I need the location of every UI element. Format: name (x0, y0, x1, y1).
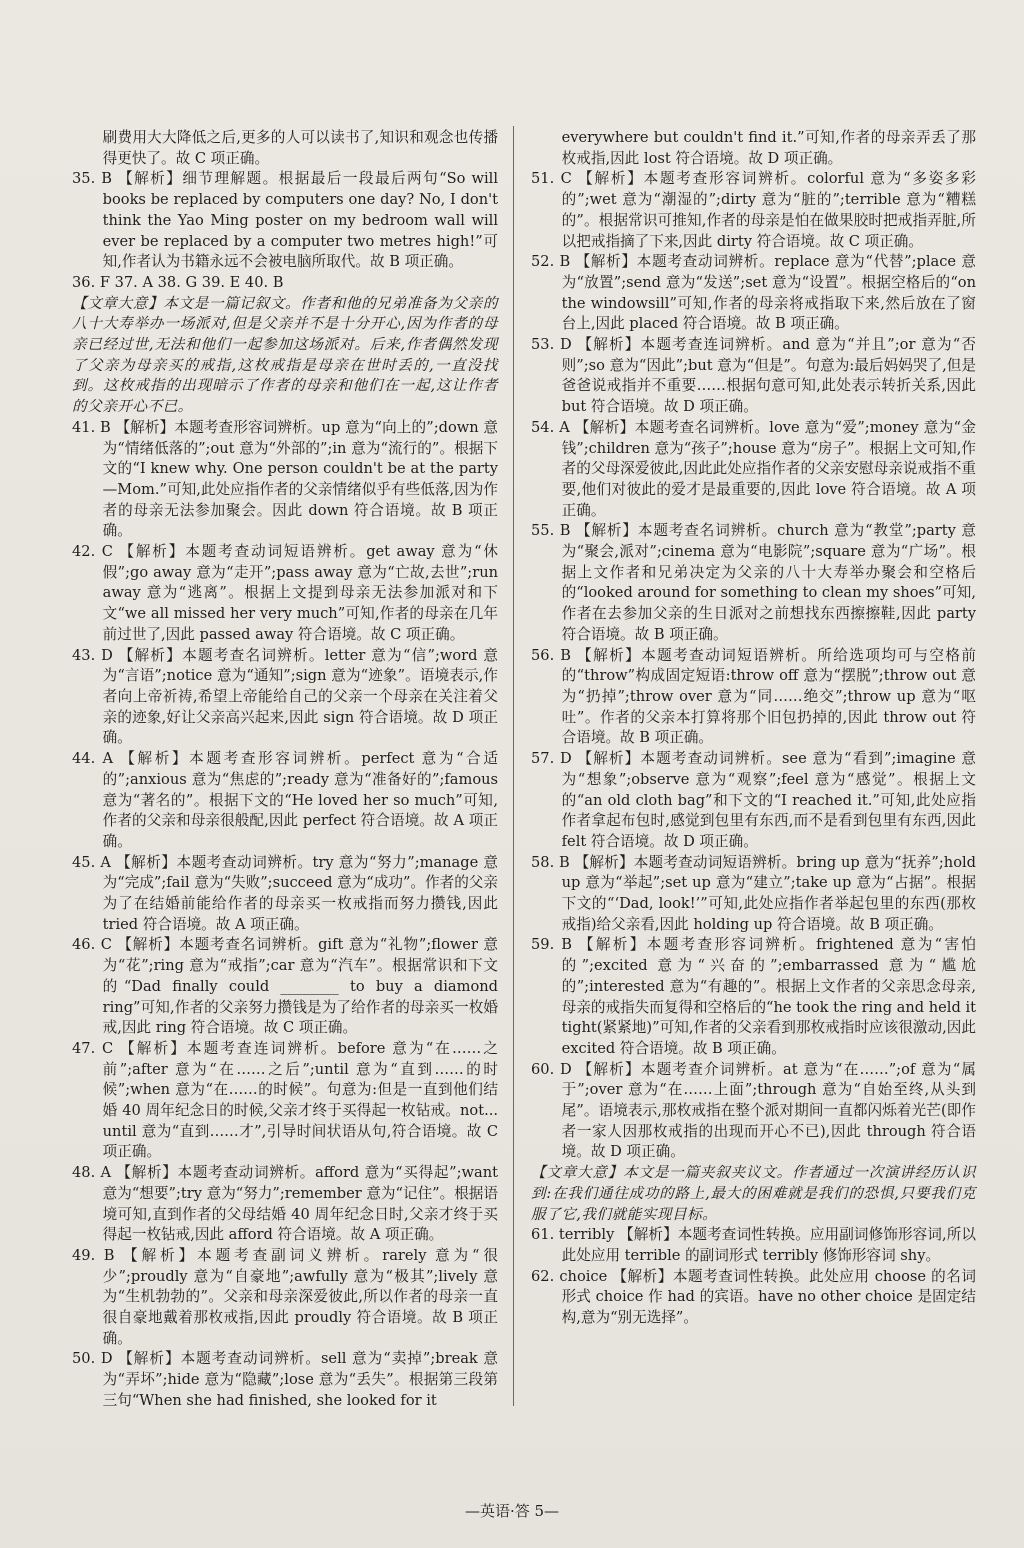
right-summary-paragraph: 【文章大意】本文是一篇夹叙夹议文。作者通过一次演讲经历认识到:在我们通往成功的路上,最大的困难就是我们的恐惧,只要我们克服了它,我们就能实现目标。 (531, 1164, 976, 1223)
right-answer-paragraph: 60. D 【解析】本题考查介词辨析。at 意为“在……”;of 意为“属于”;over 意为“在……上面”;through 意为“自始至终,从头到尾”。语境表示,那枚戒指在整个派对期间一直都闪烁着光芒(即作者一家人因那枚戒指的出现而开心不已),因此 through 符合语境。故 D 项正确。 (531, 1060, 976, 1161)
left-answer-paragraph: 49. B 【解析】本题考查副词义辨析。rarely 意为“很少”;proudly 意为“自豪地”;awfully 意为“极其”;lively 意为“生机勃勃的”。父亲和母亲深爱彼此,所以作者的母亲一直很自豪地戴着那枚戒指,因此 proudly 符合语境。故 B 项正确。 (72, 1246, 498, 1347)
left-answer-paragraph: 48. A 【解析】本题考查动词辨析。afford 意为“买得起”;want 意为“想要”;try 意为“努力”;remember 意为“记住”。根据语境可知,直到作者的父母结婚 40 周年纪念日时,父亲才终于买得起一枚钻戒,因此 afford 符合语境。故 A 项正确。 (72, 1164, 499, 1244)
left-summary-paragraph: 【文章大意】本文是一篇记叙文。作者和他的兄弟准备为父亲的八十大寿举办一场派对,但是父亲并不是十分开心,因为作者的母亲已经过世,无法和他们一起参加这场派对。后来,作者偶然发现了父亲为母亲买的戒指,这枚戒指是母亲在世时丢的,一直没找到。这枚戒指的出现暗示了作者的母亲和他们在一起,这让作者的父亲开心不已。 (72, 294, 498, 416)
right-answer-paragraph: 54. A 【解析】本题考查名词辨析。love 意为“爱”;money 意为“金钱”;children 意为“孩子”;house 意为“房子”。根据上文可知,作者的父母深爱彼此,因此此处应指作者的父亲安慰母亲说戒指不重要,他们对彼此的爱才是最重要的,因此 love 符合语境。故 A 项正确。 (531, 418, 976, 519)
right-answer-paragraph: 53. D 【解析】本题考查连词辨析。and 意为“并且”;or 意为“否则”;so 意为“因此”;but 意为“但是”。句意为:最后妈妈哭了,但是爸爸说戒指并不重要……根据句意可知,此处表示转折关系,因此 but 符合语境。故 D 项正确。 (531, 336, 976, 416)
left-answer-paragraph: 35. B 【解析】细节理解题。根据最后一段最后两句“So will books be replaced by computers one day? No, I don't think the Yao Ming poster on my bedroom wall will ever be replaced by a computer two metres high!”可知,作者认为书籍永远不会被电脑所取代。故 B 项正确。 (72, 170, 498, 271)
right-answer-paragraph: 57. D 【解析】本题考查动词辨析。see 意为“看到”;imagine 意为“想象”;observe 意为“观察”;feel 意为“感觉”。根据上文的“an old cloth bag”和下文的“I reached it.”可知,此处应指作者拿起布包时,感觉到包里有东西,而不是看到包里有东西,因此 felt 符合语境。故 D 项正确。 (531, 750, 976, 850)
left-answer-paragraph: 47. C 【解析】本题考查连词辨析。before 意为“在……之前”;after 意为“在……之后”;until 意为“直到……的时候”;when 意为“在……的时候”。句意为:但是一直到他们结婚 40 周年纪念日的时候,父亲才终于买得起一枚钻戒。not... until 意为“直到……才”,引导时间状语从句,符合语境。故 C 项正确。 (72, 1039, 498, 1161)
right-answer-paragraph: everywhere but couldn't find it.”可知,作者的母亲弄丢了那枚戒指,因此 lost 符合语境。故 D 项正确。 (561, 129, 976, 167)
right-column (531, 128, 976, 1329)
right-answer-paragraph: 52. B 【解析】本题考查动词辨析。replace 意为“代替”;place 意为“放置”;send 意为“发送”;set 意为“设置”。根据空格后的“on the windowsill”可知,作者的母亲将戒指取下来,然后放在了窗台上,因此 placed 符合语境。故 B 项正确。 (531, 253, 976, 333)
left-answer-paragraph: 46. C 【解析】本题考查名词辨析。gift 意为“礼物”;flower 意为“花”;ring 意为“戒指”;car 意为“汽车”。根据常识和下文的“Dad finally could ________ to buy a diamond ring”可知,作者的父亲努力攒钱是为了给作者的母亲买一枚婚戒,因此 ring 符合语境。故 C 项正确。 (72, 936, 498, 1037)
left-answer-paragraph: 41. B 【解析】本题考查形容词辨析。up 意为“向上的”;down 意为“情绪低落的”;out 意为“外部的”;in 意为“流行的”。根据下文的“I knew why. One person couldn't be at the party—Mom.”可知,此处应指作者的父亲情绪似乎有些低落,因为作者的母亲无法参加聚会。因此 down 符合语境。故 B 项正确。 (72, 418, 498, 540)
left-answer-paragraph: 刷费用大大降低之后,更多的人可以读书了,知识和观念也传播得更快了。故 C 项正确。 (102, 129, 498, 167)
column-divider (513, 126, 514, 1406)
left-column (72, 128, 498, 1412)
left-answer-paragraph: 36. F 37. A 38. G 39. E 40. B (72, 273, 284, 291)
right-answer-paragraph: 51. C 【解析】本题考查形容词辨析。colorful 意为“多姿多彩的”;wet 意为“潮湿的”;dirty 意为“脏的”;terrible 意为“糟糕的”。根据常识可推知,作者的母亲是怕在做果胶时把戒指弄脏,所以把戒指摘了下来,因此 dirty 符合语境。故 C 项正确。 (531, 170, 976, 250)
right-answer-paragraph: 58. B 【解析】本题考查动词短语辨析。bring up 意为“抚养”;hold up 意为“举起”;set up 意为“建立”;take up 意为“占据”。根据下文的“‘Dad, look!’”可知,此处应指作者举起包里的东西(那枚戒指)给父亲看,因此 holding up 符合语境。故 B 项正确。 (531, 853, 976, 933)
right-answer-paragraph: 61. terribly 【解析】本题考查词性转换。应用副词修饰形容词,所以此处应用 terrible 的副词形式 terribly 修饰形容词 shy。 (531, 1226, 976, 1264)
right-answer-paragraph: 62. choice 【解析】本题考查词性转换。此处应用 choose 的名词形式 choice 作 had 的宾语。have no other choice 是固定结构,意为“别无选择”。 (531, 1267, 976, 1327)
left-answer-paragraph: 43. D 【解析】本题考查名词辨析。letter 意为“信”;word 意为“言语”;notice 意为“通知”;sign 意为“迹象”。语境表示,作者向上帝祈祷,希望上帝能给自己的父亲一个母亲在关注着父亲的迹象,好让父亲高兴起来,因此 sign 符合语境。故 D 项正确。 (72, 646, 498, 747)
left-answer-paragraph: 44. A 【解析】本题考查形容词辨析。perfect 意为“合适的”;anxious 意为“焦虑的”;ready 意为“准备好的”;famous 意为“著名的”。根据下文的“He loved her so much”可知,作者的父亲和母亲很般配,因此 perfect 符合语境。故 A 项正确。 (72, 750, 498, 850)
right-answer-paragraph: 55. B 【解析】本题考查名词辨析。church 意为“教堂”;party 意为“聚会,派对”;cinema 意为“电影院”;square 意为“广场”。根据上文作者和兄弟决定为父亲的八十大寿举办聚会和空格后的“looked around for something to clean my shoes”可知,作者在去参加父亲的生日派对之前想找东西擦擦鞋,因此 party 符合语境。故 B 项正确。 (531, 522, 976, 643)
right-answer-paragraph: 56. B 【解析】本题考查动词短语辨析。所给选项均可与空格前的“throw”构成固定短语:throw off 意为“摆脱”;throw out 意为“扔掉”;throw over 意为“同……绝交”;throw up 意为“呕吐”。作者的父亲本打算将那个旧包扔掉的,因此 throw out 符合语境。故 B 项正确。 (531, 646, 976, 747)
left-answer-paragraph: 42. C 【解析】本题考查动词短语辨析。get away 意为“休假”;go away 意为“走开”;pass away 意为“亡故,去世”;run away 意为“逃离”。根据上文提到母亲无法参加派对和下文“we all missed her very much”可知,作者的母亲在几年前过世了,因此 passed away 符合语境。故 C 项正确。 (72, 543, 498, 643)
left-answer-paragraph: 45. A 【解析】本题考查动词辨析。try 意为“努力”;manage 意为“完成”;fail 意为“失败”;succeed 意为“成功”。作者的父亲为了在结婚前能给作者的母亲买一枚戒指而努力攒钱,因此 tried 符合语境。故 A 项正确。 (72, 853, 498, 933)
left-answer-paragraph: 50. D 【解析】本题考查动词辨析。sell 意为“卖掉”;break 意为“弄坏”;hide 意为“隐藏”;lose 意为“丢失”。根据第三段第三句“When she had finished, she looked for it (72, 1350, 498, 1409)
right-answer-paragraph: 59. B 【解析】本题考查形容词辨析。frightened 意为“害怕的”;excited 意为“兴奋的”;embarrassed 意为“尴尬的”;interested 意为“有趣的”。根据上文作者的父亲思念母亲,母亲的戒指失而复得和空格后的“he took the ring and held it tight(紧紧地)”可知,作者的父亲看到那枚戒指时应该很激动,因此 excited 符合语境。故 B 项正确。 (531, 936, 976, 1057)
page-footer: —英语·答 5— (464, 1502, 560, 1520)
